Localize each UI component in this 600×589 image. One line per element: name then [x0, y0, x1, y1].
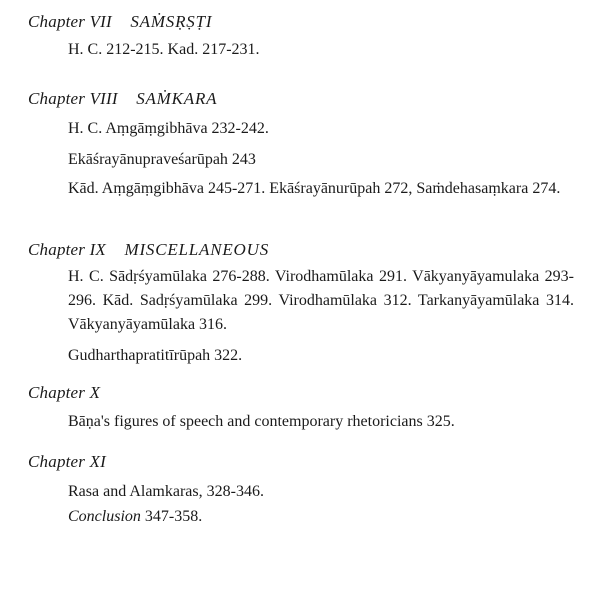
chapter-entry: Ekāśrayānupraveśarūpah 243: [68, 151, 256, 168]
chapter-entry: H. C. Aṃgāṃgibhāva 232-242.: [68, 120, 269, 137]
chapter-title: SAṀKARA: [136, 89, 218, 108]
chapter-entry: Rasa and Alamkaras, 328-346.: [68, 483, 264, 500]
chapter-number: Chapter IX: [28, 240, 107, 259]
chapter-title: MISCELLANEOUS: [124, 240, 269, 259]
chapter-number: Chapter X: [28, 383, 101, 402]
chapter-heading: [28, 12, 212, 32]
chapter-entry: Gudharthapratitīrūpah 322.: [68, 347, 243, 364]
chapter-heading: [28, 452, 120, 472]
chapter-heading: [28, 240, 269, 260]
conclusion-label: Conclusion: [68, 508, 141, 525]
chapter-heading: [28, 383, 114, 403]
chapter-entry: Kād. Aṃgāṃgibhāva 245-271. Ekāśrayānurūpah 272, Saṁdehasaṃkara 274.: [68, 180, 561, 197]
chapter-number: Chapter VII: [28, 12, 112, 31]
chapter-entry: H. C. Sādṛśyamūlaka 276-288. Virodhamūlaka 291. Vākyanyāyamulaka 293-296. Kād. Sadṛśyamūlaka 299. Virodhamūlaka 312. Tarkanyāyamūlaka 314. Vākyanyāyamūlaka 316.: [68, 268, 574, 333]
chapter-title: SAṀSṚṢṬI: [130, 12, 213, 31]
conclusion-pages: 347-358.: [144, 508, 203, 525]
chapter-entry: H. C. 212-215. Kad. 217-231.: [68, 41, 260, 58]
chapter-number: Chapter VIII: [28, 89, 118, 108]
chapter-entry: Bāṇa's figures of speech and contemporary rhetoricians 325.: [68, 413, 455, 430]
chapter-number: Chapter XI: [28, 452, 107, 471]
chapter-heading: [28, 89, 217, 109]
conclusion-entry: [68, 505, 202, 529]
